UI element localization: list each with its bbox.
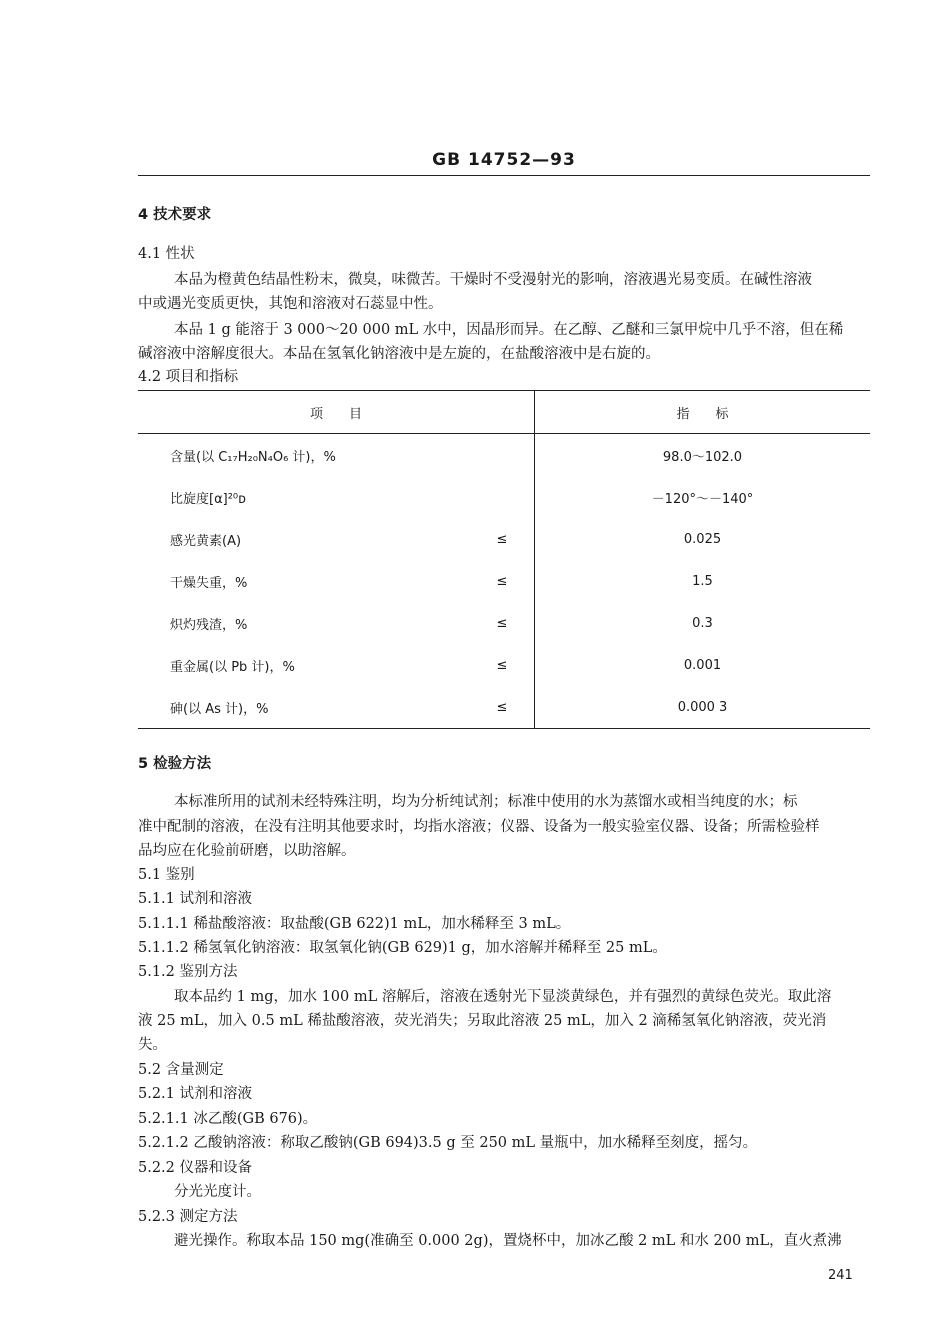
- spec-table: [138, 390, 870, 729]
- row-op: ≤: [496, 531, 508, 547]
- intro-line3: 品均应在化验前研磨，以助溶解。: [138, 843, 356, 859]
- table-row: [138, 518, 870, 560]
- row-item: 重金属(以 Pb 计)，%: [170, 659, 295, 675]
- row-op: ≤: [470, 686, 535, 729]
- table-header-row: [138, 391, 870, 434]
- section-5-1-1-2: 5.1.1.2 稀氢氧化钠溶液：取氢氧化钠(GB 629)1 g，加水溶解并稀释至 25 mL。: [138, 940, 667, 956]
- section-5-2: 5.2 含量测定: [138, 1062, 224, 1078]
- section-5-2-1-1: 5.2.1.1 冰乙酸(GB 676)。: [138, 1111, 318, 1127]
- intro-line1: 本标准所用的试剂未经特殊注明，均为分析纯试剂；标准中使用的水为蒸馏水或相当纯度的水；标: [174, 794, 798, 810]
- table-row: [138, 560, 870, 602]
- section-5-1: 5.1 鉴别: [138, 867, 195, 883]
- col-header-value: 指 标: [535, 391, 871, 434]
- col-header-item: 项 目: [138, 391, 535, 434]
- section-4-2-title: 4.2 项目和指标: [138, 369, 239, 385]
- ident-line2: 液 25 mL，加入 0.5 mL 稀盐酸溶液，荧光消失；另取此溶液 25 mL，加入 2 滴稀氢氧化钠溶液，荧光消: [138, 1013, 827, 1029]
- row-op: [470, 476, 535, 518]
- row-item: 感光黄素(A): [170, 533, 242, 549]
- row-op: ≤: [496, 615, 508, 631]
- row-value: 1.5: [535, 560, 871, 602]
- section-5-2-1: 5.2.1 试剂和溶液: [138, 1086, 253, 1102]
- properties-p1-line1: 本品为橙黄色结晶性粉末，微臭，味微苦。干燥时不受漫射光的影响，溶液遇光易变质。在碱性溶液: [174, 272, 812, 288]
- table-row: [138, 434, 870, 477]
- section-5-2-3: 5.2.3 测定方法: [138, 1209, 238, 1225]
- row-op: [470, 434, 535, 477]
- row-value: 0.000 3: [535, 686, 871, 729]
- std-prefix: GB: [432, 150, 462, 170]
- intro-line2: 准中配制的溶液，在没有注明其他要求时，均指水溶液；仪器、设备为一般实验室仪器、设备；所需检验样: [138, 819, 820, 835]
- ident-line3: 失。: [138, 1037, 167, 1053]
- section-5-2-2: 5.2.2 仪器和设备: [138, 1160, 253, 1176]
- row-item: 含量(以 C₁₇H₂₀N₄O₆ 计)，%: [170, 449, 336, 465]
- properties-p2-line1: 本品 1 g 能溶于 3 000～20 000 mL 水中，因晶形而异。在乙醇、乙醚和三氯甲烷中几乎不溶，但在稀: [174, 322, 844, 338]
- row-item: 干燥失重，%: [170, 575, 248, 591]
- section-5-title: 5 检验方法: [138, 756, 212, 772]
- properties-p1-line2: 中或遇光变质更快，其饱和溶液对石蕊显中性。: [138, 296, 443, 312]
- row-op: ≤: [496, 573, 508, 589]
- row-item: 比旋度[α]²⁰ᴅ: [170, 491, 247, 507]
- method-line1: 避光操作。称取本品 150 mg(准确至 0.000 2g)，置烧杯中，加冰乙酸 2 mL 和水 200 mL，直火煮沸: [174, 1233, 842, 1249]
- row-value: 0.001: [535, 644, 871, 686]
- table-row: [138, 686, 870, 729]
- std-number: 14752—93: [468, 150, 576, 170]
- page-number: 241: [828, 1268, 853, 1283]
- section-5-2-1-2: 5.2.1.2 乙酸钠溶液：称取乙酸钠(GB 694)3.5 g 至 250 mL 量瓶中，加水稀释至刻度，摇匀。: [138, 1135, 758, 1151]
- table-row: [138, 644, 870, 686]
- ident-line1: 取本品约 1 mg，加水 100 mL 溶解后，溶液在透射光下显淡黄绿色，并有强烈的黄绿色荧光。取此溶: [174, 989, 832, 1005]
- header-rule: [138, 175, 870, 176]
- standard-header: [138, 150, 870, 170]
- row-value: 98.0～102.0: [535, 434, 871, 477]
- row-value: 0.025: [535, 518, 871, 560]
- row-value: 0.3: [535, 602, 871, 644]
- row-item: 砷(以 As 计)，%: [138, 686, 470, 729]
- table-row: [138, 602, 870, 644]
- row-op: ≤: [496, 657, 508, 673]
- properties-p2-line2: 碱溶液中溶解度很大。本品在氢氧化钠溶液中是左旋的，在盐酸溶液中是右旋的。: [138, 346, 660, 362]
- row-item: 炽灼残渣，%: [170, 617, 248, 633]
- row-value: －120°～－140°: [535, 476, 871, 518]
- instrument-text: 分光光度计。: [174, 1184, 261, 1200]
- section-4-title: 4 技术要求: [138, 207, 212, 223]
- section-5-1-1-1: 5.1.1.1 稀盐酸溶液：取盐酸(GB 622)1 mL，加水稀释至 3 mL。: [138, 916, 571, 932]
- table-row: [138, 476, 870, 518]
- section-5-1-1: 5.1.1 试剂和溶液: [138, 891, 253, 907]
- section-4-1-title: 4.1 性状: [138, 246, 195, 262]
- section-5-1-2: 5.1.2 鉴别方法: [138, 964, 238, 980]
